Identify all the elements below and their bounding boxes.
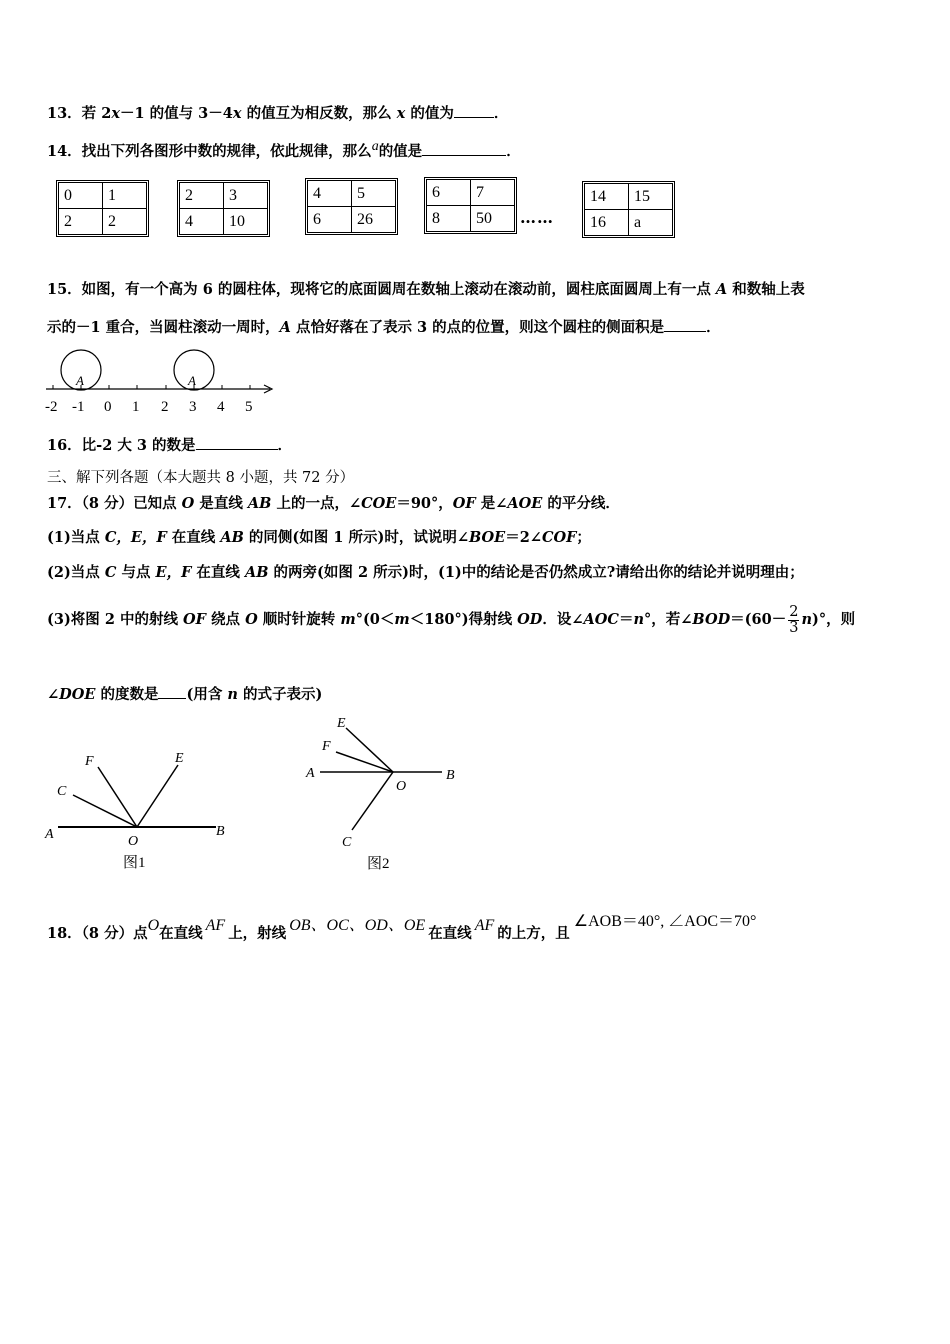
q17-text: 的两旁(如图 2 所示)时，(1)中的结论是否仍然成立?请给出你的结论并说明理由； (268, 564, 804, 581)
number-line-figure (42, 345, 277, 417)
grid-cell: 50 (471, 206, 515, 232)
question-15-line1 (47, 280, 805, 300)
q17-text: 17．（8 分）已知点 (47, 495, 182, 512)
q17-var: m (340, 611, 356, 628)
question-18 (47, 905, 756, 951)
fraction-numerator: 2 (789, 603, 799, 620)
q13-suffix: 的值为 (405, 105, 454, 122)
grid-cell: 2 (103, 209, 147, 235)
q16-text: 16．比-2 大 3 的数是 (47, 437, 196, 454)
q17-text: 上的一点，∠ (271, 495, 362, 512)
q17-text: 顺时针旋转 (257, 611, 341, 628)
q17-var: O (181, 495, 195, 512)
q17-var: AOE (507, 495, 543, 512)
q18-var: OB、OC、OD、OE (289, 917, 426, 934)
axis-label: 5 (245, 399, 253, 415)
q17-text: 的同侧(如图 1 所示)时，试说明∠ (243, 529, 469, 546)
q17-text: (用含 (186, 686, 228, 703)
q17-text: 在直线 (166, 529, 221, 546)
q17-text: )°，则 (811, 611, 856, 628)
fig1-caption: 图1 (123, 855, 146, 871)
q18-text: 上，射线 (228, 925, 287, 942)
grid-cell: 10 (224, 209, 268, 235)
q13-var-x3: x (396, 105, 406, 122)
figure-1 (40, 745, 240, 875)
q17-text: 在直线 (191, 564, 245, 581)
q17-text: ＝90°， (396, 495, 453, 512)
fig2-label-c: C (342, 835, 352, 850)
q13-end: ． (493, 105, 509, 122)
q18-text: 在直线 (428, 925, 472, 942)
q17-var: AB (247, 495, 272, 512)
fig1-label-c: C (57, 784, 67, 799)
grid-cell: a (629, 210, 673, 236)
grid-cell: 16 (585, 210, 629, 236)
q17-var: BOE (468, 529, 506, 546)
q18-var: AF (205, 917, 226, 934)
q18-var: AF (474, 917, 495, 934)
number-grid-2 (177, 180, 270, 237)
q17-var: n (801, 611, 812, 628)
q17-text: (2)当点 (47, 564, 105, 581)
q17-var: C，E，F (104, 529, 167, 546)
q13-mid1: －1 的值与 3－4 (119, 105, 233, 122)
q17-var: COF (541, 529, 577, 546)
q17-text: °，若∠ (644, 611, 693, 628)
axis-label: -2 (45, 399, 58, 415)
q17-var: m (394, 611, 410, 628)
q13-var-x2: x (232, 105, 242, 122)
q13-var-x: x (111, 105, 120, 122)
q18-text: 18．（8 分）点 (47, 925, 148, 942)
q17-var: E，F (155, 564, 192, 581)
grid-ellipsis: …… (520, 208, 554, 227)
q17-text: 与点 (116, 564, 156, 581)
q17-var: OF (183, 611, 206, 628)
q17-text: 是∠ (475, 495, 508, 512)
q18-text: 在直线 (159, 925, 203, 942)
q17-var: AB (220, 529, 244, 546)
grid-cell: 14 (585, 184, 629, 210)
q14-suffix: 的值是 (378, 143, 423, 160)
q17-var: OD (517, 611, 543, 628)
section-heading: 三、解下列各题（本大题共 8 小题，共 72 分） (47, 470, 355, 486)
q17-var: n (633, 611, 645, 628)
q15-text-b: 和数轴上表 (727, 281, 805, 298)
fraction-denominator: 3 (789, 619, 799, 636)
grid-cell: 1 (103, 183, 147, 209)
question-14 (47, 137, 521, 162)
q18-var: O (147, 917, 160, 934)
question-17-part3-cont (47, 684, 322, 705)
grid-cell: 6 (308, 207, 352, 233)
grid-cell: 0 (59, 183, 103, 209)
q15-text: 15．如图，有一个高为 6 的圆柱体，现将它的底面圆周在数轴上滚动在滚动前，圆柱底面圆周上有一点 (47, 281, 716, 298)
grid-cell: 5 (352, 181, 396, 207)
q17-var: OF (452, 495, 476, 512)
fig2-label-b: B (446, 768, 455, 783)
fig1-label-o: O (128, 834, 139, 849)
q17-text: (1)当点 (47, 529, 105, 546)
q17-text: ＝ (618, 611, 634, 628)
q17-text: 的度数是 (95, 686, 159, 703)
axis-label: 1 (132, 399, 140, 415)
question-15-line2 (47, 317, 721, 338)
q14-prefix: 14．找出下列各图形中数的规律，依此规律，那么 (47, 143, 372, 160)
question-17-line1 (47, 494, 620, 514)
fig2-label-e: E (337, 716, 346, 731)
fig1-label-f: F (85, 754, 94, 769)
q15-end: ． (706, 319, 721, 336)
grid-cell: 15 (629, 184, 673, 210)
q17-text: ∠ (47, 686, 60, 703)
q17-text: ．设∠ (542, 611, 584, 628)
fraction-two-thirds (788, 605, 799, 636)
circle-label-a2: A (188, 373, 196, 388)
grid-cell: 4 (308, 181, 352, 207)
fig1-label-b: B (216, 824, 225, 839)
grid-cell: 6 (427, 180, 471, 206)
number-grid-3 (305, 178, 398, 235)
fig1-ray-oe (137, 765, 178, 827)
q14-var-a: a (371, 139, 379, 154)
q17-text: 绕点 (205, 611, 246, 628)
fig2-ray-oc (352, 772, 393, 830)
axis-label: -1 (72, 399, 85, 415)
circle-label-a: A (76, 373, 84, 388)
number-grid-4 (424, 177, 517, 234)
axis-label: 3 (189, 399, 197, 415)
q14-answer-blank[interactable] (422, 141, 506, 156)
q17-var: C (104, 564, 117, 581)
grid-cell: 26 (352, 207, 396, 233)
q17-text: 的平分线． (542, 495, 620, 512)
axis-label: 2 (161, 399, 169, 415)
q18-text: 的上方，且 (497, 925, 570, 942)
axis-label: 0 (104, 399, 112, 415)
axis-label: 4 (217, 399, 225, 415)
q15-answer-blank[interactable] (664, 317, 706, 332)
q17-text: (3)将图 2 中的射线 (47, 611, 184, 628)
fig1-label-a: A (45, 827, 54, 842)
q15-point-a2: A (279, 319, 291, 336)
question-13 (47, 103, 508, 124)
question-17-part2 (47, 563, 804, 583)
q17-text: ； (576, 529, 591, 546)
q17-var: O (245, 611, 258, 628)
q18-angles: ∠AOB＝40°, ∠AOC＝70° (573, 913, 757, 930)
q17-text: °(0＜ (355, 611, 395, 628)
q17-text: ＜180°)得射线 (409, 611, 518, 628)
q13-prefix: 13．若 2 (47, 105, 112, 122)
fig2-label-a: A (306, 766, 315, 781)
q17-var: COE (361, 495, 397, 512)
q16-end: ． (277, 437, 293, 454)
question-17-part1 (47, 528, 591, 548)
q17-var: AB (244, 564, 269, 581)
number-grid-5 (582, 181, 675, 238)
q17-text: 的式子表示) (237, 686, 323, 703)
q15-text-2b: 点恰好落在了表示 3 的点的位置，则这个圆柱的侧面积是 (290, 319, 665, 336)
question-17-part3 (47, 600, 855, 640)
question-16 (47, 435, 292, 456)
q17-text: ＝2∠ (505, 529, 542, 546)
fig1-label-e: E (175, 751, 184, 766)
fig2-ray-of (336, 752, 393, 772)
q17-text: 是直线 (194, 495, 248, 512)
q13-answer-blank[interactable] (454, 103, 494, 118)
q17-var: BOD (692, 611, 731, 628)
grid-cell: 4 (180, 209, 224, 235)
q16-answer-blank[interactable] (196, 435, 278, 450)
q15-text-2: 示的－1 重合，当圆柱滚动一周时， (47, 319, 280, 336)
q17-var: n (227, 686, 238, 703)
fig2-label-o: O (396, 779, 407, 794)
fig2-ray-oe (346, 728, 393, 772)
fig2-caption: 图2 (367, 856, 390, 872)
q17-answer-blank[interactable] (158, 684, 186, 699)
q15-point-a: A (715, 281, 728, 298)
number-grid-1 (56, 180, 149, 237)
fig2-label-f: F (322, 739, 331, 754)
q17-var: AOC (583, 611, 619, 628)
grid-cell: 7 (471, 180, 515, 206)
q17-var: DOE (59, 686, 96, 703)
grid-cell: 2 (59, 209, 103, 235)
q14-end: ． (506, 143, 521, 160)
figure-2 (300, 710, 470, 875)
q17-text: ＝(60－ (730, 611, 787, 628)
q13-mid2: 的值互为相反数，那么 (241, 105, 397, 122)
grid-cell: 2 (180, 183, 224, 209)
grid-cell: 3 (224, 183, 268, 209)
grid-cell: 8 (427, 206, 471, 232)
